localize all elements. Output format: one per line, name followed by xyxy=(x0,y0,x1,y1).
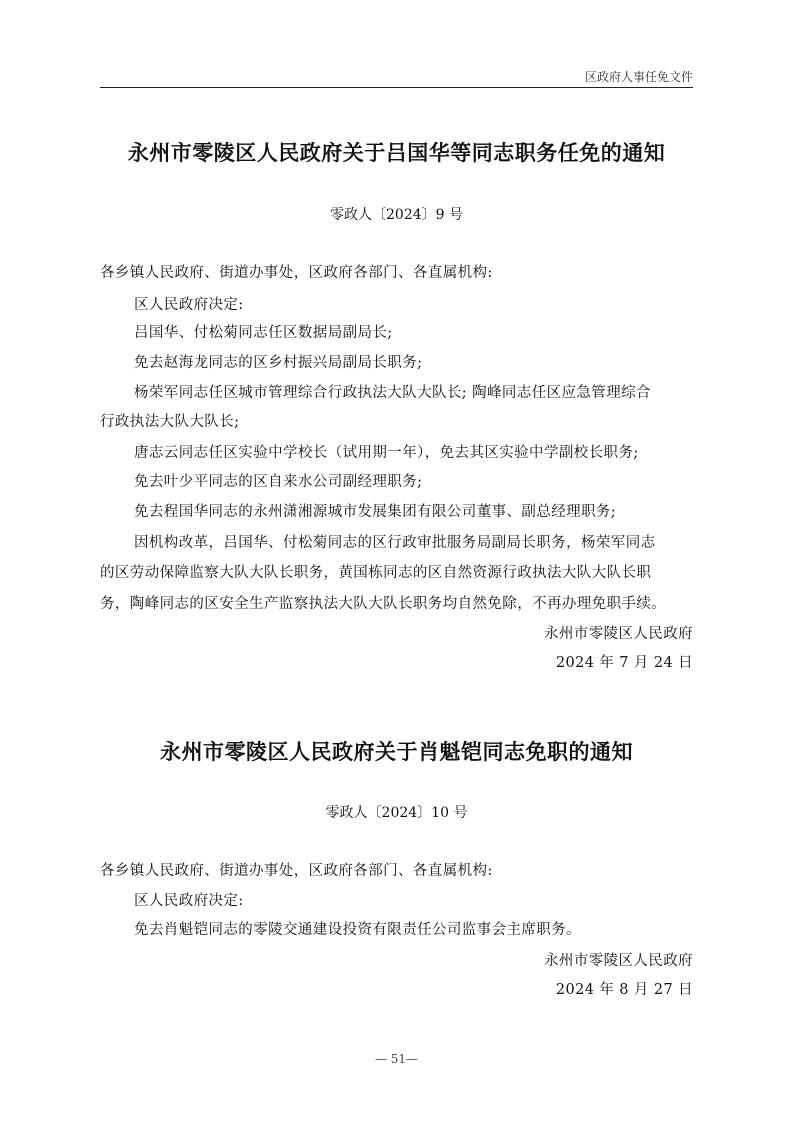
notice1-doc-number: 零政人〔2024〕9 号 xyxy=(330,207,463,223)
header-divider xyxy=(100,87,693,88)
notice1-line: 杨荣军同志任区城市管理综合行政执法大队大队长; 陶峰同志任区应急管理综合 xyxy=(134,385,651,401)
page-number: — 51— xyxy=(374,1052,419,1066)
notice1-date: 2024 年 7 月 24 日 xyxy=(555,655,693,671)
header-title: 区政府人事任免文件 xyxy=(584,70,693,84)
notice1-signature: 永州市零陵区人民政府 xyxy=(544,626,693,642)
notice1-addressee: 各乡镇人民政府、街道办事处，区政府各部门、各直属机构: xyxy=(100,265,493,281)
notice1-line: 因机构改革，吕国华、付松菊同志的区行政审批服务局副局长职务，杨荣军同志 xyxy=(134,535,656,551)
notice2-doc-number: 零政人〔2024〕10 号 xyxy=(325,805,468,821)
notice1-line: 区人民政府决定: xyxy=(134,297,244,313)
notice1-line: 的区劳动保障监察大队大队长职务，黄国栋同志的区自然资源行政执法大队大队长职 xyxy=(100,565,652,581)
notice2-line: 免去肖魁铠同志的零陵交通建设投资有限责任公司监事会主席职务。 xyxy=(134,922,581,938)
notice1-line: 免去程国华同志的永州潇湘源城市发展集团有限公司董事、副总经理职务; xyxy=(134,504,617,520)
notice1-line: 唐志云同志任区实验中学校长（试用期一年），免去其区实验中学副校长职务; xyxy=(134,445,639,461)
notice1-title: 永州市零陵区人民政府关于吕国华等同志职务任免的通知 xyxy=(127,141,666,165)
notice2-title: 永州市零陵区人民政府关于肖魁铠同志免职的通知 xyxy=(160,740,633,764)
notice1-line: 务，陶峰同志的区安全生产监察执法大队大队长职务均自然免除，不再办理免职手续。 xyxy=(100,596,667,612)
notice1-line: 行政执法大队大队长; xyxy=(100,414,240,430)
notice2-date: 2024 年 8 月 27 日 xyxy=(555,982,693,998)
notice2-signature: 永州市零陵区人民政府 xyxy=(544,953,693,969)
notice1-line: 免去叶少平同志的区自来水公司副经理职务; xyxy=(134,474,423,490)
notice1-line: 免去赵海龙同志的区乡村振兴局副局长职务; xyxy=(134,355,423,371)
notice2-addressee: 各乡镇人民政府、街道办事处，区政府各部门、各直属机构: xyxy=(100,863,493,879)
running-header xyxy=(100,68,693,88)
notice2-line: 区人民政府决定: xyxy=(134,893,244,909)
notice1-line: 吕国华、付松菊同志任区数据局副局长; xyxy=(134,325,393,341)
